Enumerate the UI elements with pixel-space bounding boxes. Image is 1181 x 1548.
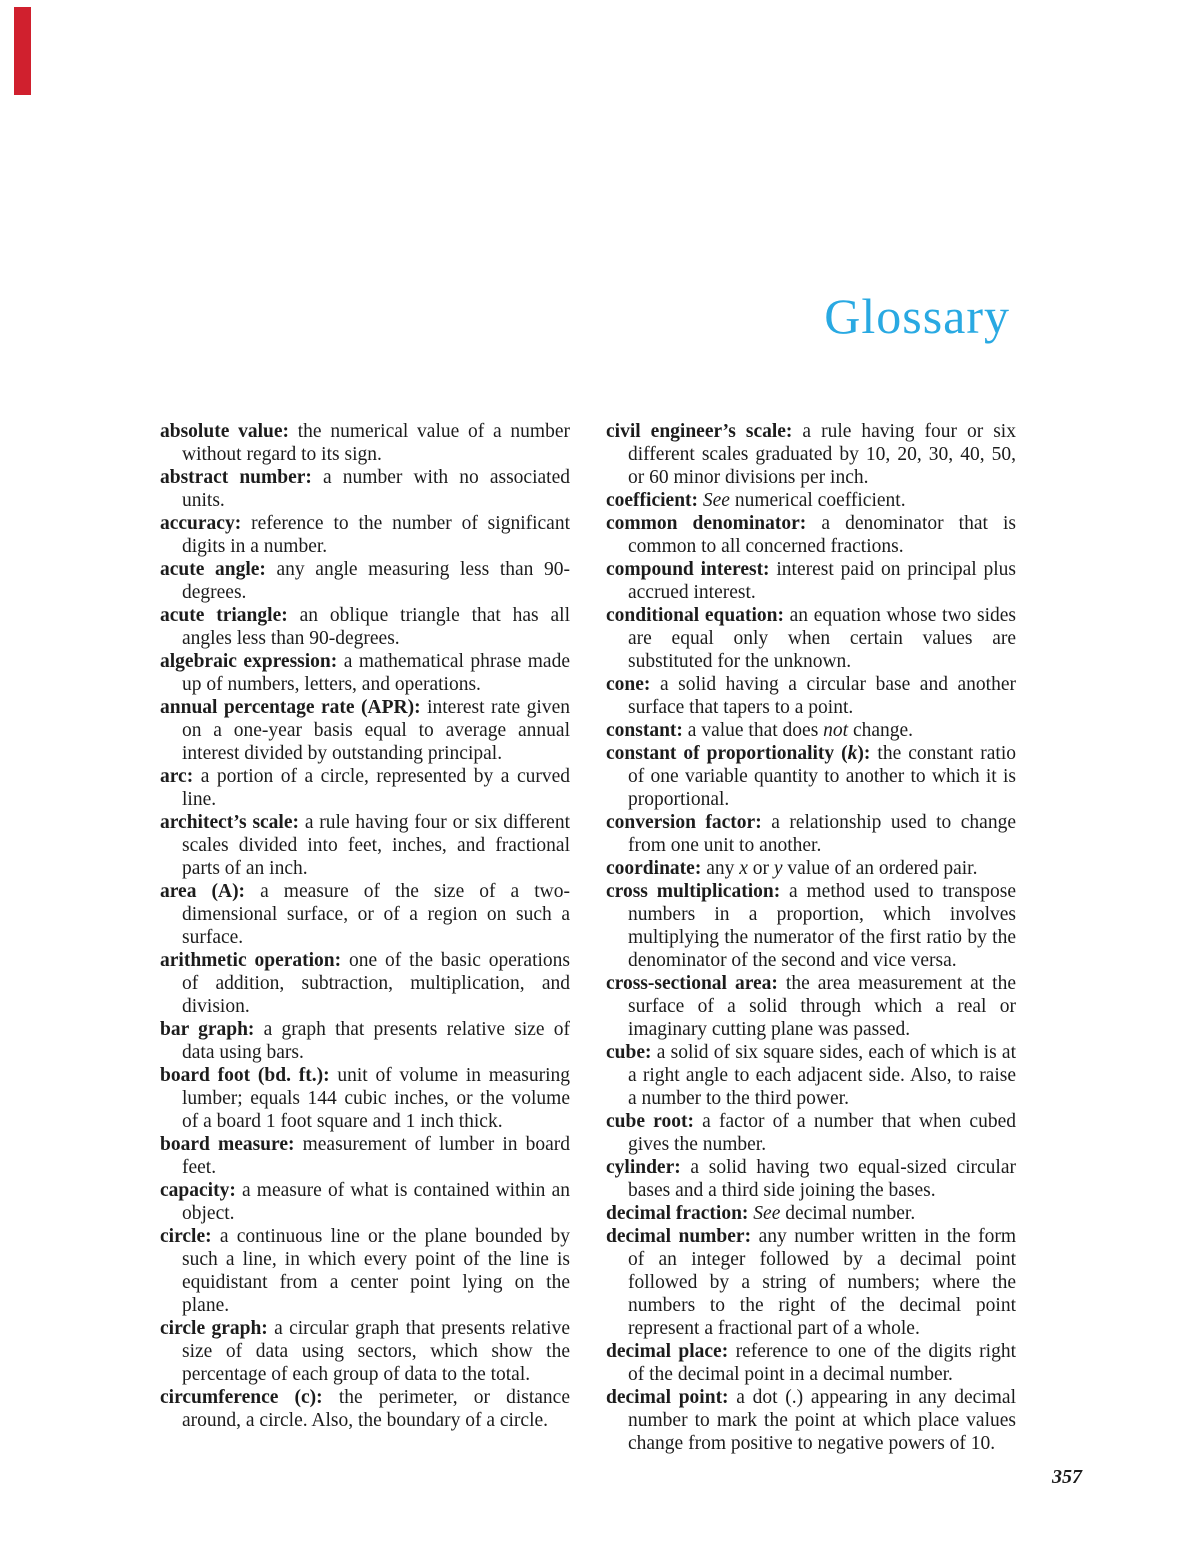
glossary-definition-text: a measure of what is contained within an object. [182,1180,570,1224]
glossary-entry [606,420,1016,489]
glossary-definition-text: See [702,490,730,511]
glossary-term: arc: [160,766,194,787]
glossary-entry [606,742,1016,811]
glossary-definition-text: a circular graph that presents relative size of data using sectors, which show the percentage of each group of data to the total. [182,1318,570,1385]
glossary-entry [606,489,1016,512]
glossary-term: cylinder: [606,1157,681,1178]
glossary-term: constant: [606,720,683,741]
glossary-definition-text: a measure of the size of a two-dimensional surface, or of a region on such a surface. [182,881,570,948]
glossary-definition-text: numerical coefficient. [729,490,906,511]
glossary-term: civil engineer’s scale: [606,421,793,442]
glossary-definition-text: not [823,720,849,741]
glossary-definition-text: a dot (.) appearing in any decimal number to mark the point at which place values change from positive to negative powers of 10. [628,1387,1016,1454]
glossary-term: abstract number: [160,467,312,488]
glossary-entry [606,1110,1016,1156]
glossary-definition-text: interest paid on principal plus accrued interest. [628,559,1016,603]
glossary-entry [160,1133,570,1179]
glossary-definition-text: a solid of six square sides, each of which is at a right angle to each adjacent side. Also, to raise a number to the third power. [628,1042,1016,1109]
glossary-entry [160,811,570,880]
glossary-term: cube: [606,1042,652,1063]
glossary-definition-text: the constant ratio of one variable quantity to another to which it is proportional. [628,743,1016,810]
glossary-term: circle graph: [160,1318,268,1339]
glossary-term: common denominator: [606,513,807,534]
glossary-entry [160,1018,570,1064]
glossary-term: capacity: [160,1180,236,1201]
glossary-definition-text: x [739,858,748,879]
glossary-entry [160,650,570,696]
glossary-term: architect’s scale: [160,812,299,833]
glossary-definition-text: See [753,1203,781,1224]
glossary-term: conditional equation: [606,605,784,626]
glossary-definition-text: any angle measuring less than 90-degrees. [182,559,570,603]
glossary-definition-text: a solid having a circular base and another surface that tapers to a point. [628,674,1016,718]
glossary-definition-text: y [773,858,783,879]
glossary-entry [606,1225,1016,1340]
glossary-definition-text: one of the basic operations of addition, subtraction, multiplication, and division. [182,950,570,1017]
glossary-definition-text: a solid having two equal-sized circular bases and a third side joining the bases. [628,1157,1016,1201]
glossary-definition-text: the area measurement at the surface of a solid through which a real or imaginary cutting plane was passed. [628,973,1016,1040]
page-title: Glossary [824,287,1010,344]
glossary-term: acute angle: [160,559,266,580]
glossary-term: absolute value: [160,421,290,442]
glossary-entry [160,558,570,604]
glossary-entry [160,696,570,765]
glossary-term: cube root: [606,1111,694,1132]
glossary-entry [160,1225,570,1317]
glossary-term: circumference (c): [160,1387,323,1408]
glossary-definition-text: a continuous line or the plane bounded by such a line, in which every point of the line is equidistant from a center point lying on the plane. [182,1226,570,1316]
glossary-entry [160,466,570,512]
glossary-term: decimal place: [606,1341,729,1362]
glossary-entry [606,719,1016,742]
glossary-entry [606,1041,1016,1110]
glossary-definition-text: a value that does [682,720,824,741]
glossary-definition-text: any number written in the form of an integer followed by a decimal point followed by a string of numbers; where the numbers to the right of the decimal point represent a fractional part of a whole. [628,1226,1016,1339]
glossary-definition-text: a rule having four or six different scales divided into feet, inches, and fractional parts of an inch. [182,812,570,879]
glossary-entry [160,512,570,558]
glossary-term: cross multiplication: [606,881,781,902]
glossary-entry [160,420,570,466]
glossary-definition-text: a number with no associated units. [182,467,570,511]
glossary-term: bar graph: [160,1019,255,1040]
glossary-term: decimal number: [606,1226,752,1247]
glossary-term: accuracy: [160,513,242,534]
glossary-definition-text: or [747,858,774,879]
glossary-entry [606,1156,1016,1202]
glossary-entry [606,880,1016,972]
glossary-column-right [606,420,1016,1455]
glossary-term: decimal fraction: [606,1203,749,1224]
glossary-definition-text: change. [848,720,914,741]
glossary-entry [160,1179,570,1225]
glossary-definition-text: a relationship used to change from one unit to another. [628,812,1016,856]
glossary-entry [606,972,1016,1041]
glossary-entry [606,604,1016,673]
glossary-term: cone: [606,674,651,695]
glossary-term: board measure: [160,1134,295,1155]
glossary-entry [606,512,1016,558]
glossary-term: arithmetic operation: [160,950,342,971]
glossary-definition-text: reference to the number of significant digits in a number. [182,513,570,557]
glossary-term: decimal point: [606,1387,729,1408]
glossary-term: cross-sectional area: [606,973,778,994]
glossary-term: circle: [160,1226,212,1247]
glossary-term: acute triangle: [160,605,288,626]
glossary-entry [160,1064,570,1133]
glossary-term: k [847,743,858,764]
glossary-definition-text: reference to one of the digits right of the decimal point in a decimal number. [628,1341,1016,1385]
glossary-term: algebraic expression: [160,651,338,672]
glossary-term: constant of proportionality ( [606,743,848,764]
glossary-definition-text: unit of volume in measuring lumber; equals 144 cubic inches, or the volume of a board 1 foot square and 1 inch thick. [182,1065,571,1132]
glossary-term: compound interest: [606,559,770,580]
glossary-term: annual percentage rate (APR): [160,697,421,718]
glossary-entry [160,604,570,650]
glossary-definition-text: interest rate given on a one-year basis equal to average annual interest divided by outstanding principal. [182,697,570,764]
glossary-entry [606,1202,1016,1225]
glossary-definition-text: a graph that presents relative size of data using bars. [182,1019,570,1063]
glossary-entry [606,673,1016,719]
glossary-entry [606,1386,1016,1455]
glossary-definition-text: a mathematical phrase made up of numbers, letters, and operations. [182,651,570,695]
glossary-term: coefficient: [606,490,699,511]
glossary-term: conversion factor: [606,812,762,833]
page-edge-mark [14,7,31,95]
glossary-definition-text: a denominator that is common to all concerned fractions. [628,513,1016,557]
glossary-entry [160,949,570,1018]
glossary-definition-text: a portion of a circle, represented by a curved line. [182,766,570,810]
glossary-definition-text: a rule having four or six different scales graduated by 10, 20, 30, 40, 50, or 60 minor divisions per inch. [628,421,1016,488]
glossary-columns [160,420,1016,1455]
glossary-definition-text: an equation whose two sides are equal only when certain values are substituted for the unknown. [628,605,1016,672]
glossary-term: board foot (bd. ft.): [160,1065,330,1086]
glossary-term: area (A): [160,881,246,902]
glossary-term: ): [857,743,871,764]
glossary-definition-text: a method used to transpose numbers in a proportion, which involves multiplying the numerator of the first ratio by the denominator of the second and vice versa. [628,881,1016,971]
glossary-definition-text: measurement of lumber in board feet. [182,1134,570,1178]
glossary-definition-text: an oblique triangle that has all angles less than 90-degrees. [182,605,570,649]
glossary-definition-text: value of an ordered pair. [782,858,978,879]
glossary-entry [160,880,570,949]
glossary-definition-text: any [701,858,740,879]
glossary-entry [160,765,570,811]
glossary-entry [160,1317,570,1386]
glossary-column-left [160,420,570,1455]
glossary-entry [606,558,1016,604]
glossary-term: coordinate: [606,858,702,879]
glossary-definition-text: decimal number. [780,1203,916,1224]
page-number: 357 [1052,1466,1082,1488]
glossary-definition-text: the perimeter, or distance around, a circle. Also, the boundary of a circle. [182,1387,570,1431]
glossary-entry [606,811,1016,857]
glossary-entry [606,1340,1016,1386]
glossary-entry [160,1386,570,1432]
glossary-definition-text: the numerical value of a number without regard to its sign. [182,421,570,465]
glossary-entry [606,857,1016,880]
glossary-definition-text: a factor of a number that when cubed gives the number. [628,1111,1016,1155]
